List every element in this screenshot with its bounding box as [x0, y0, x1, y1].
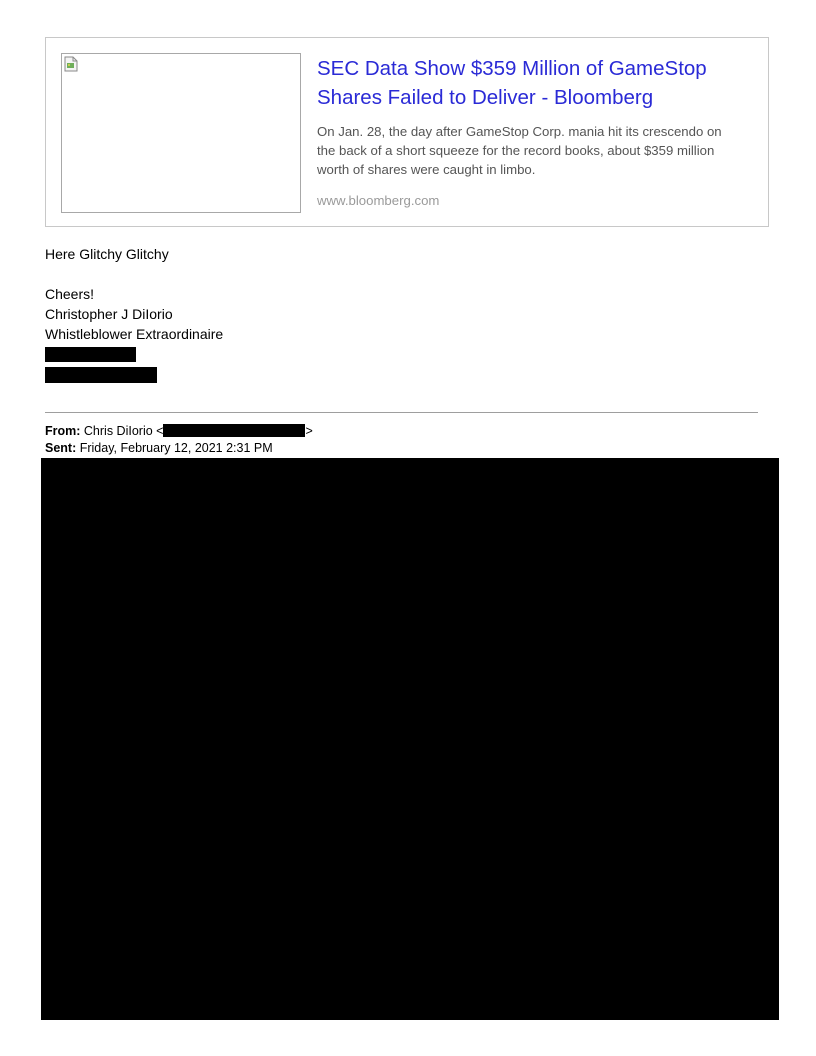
- sent-label: Sent:: [45, 441, 77, 455]
- redaction-block: [163, 424, 305, 437]
- from-close: >: [305, 424, 313, 438]
- forwarded-from-line: [45, 423, 313, 439]
- forwarded-sent-line: [45, 440, 273, 456]
- message-signoff: Cheers!: [45, 286, 95, 302]
- sender-name: Christopher J DiIorio: [45, 306, 173, 322]
- from-label: From:: [45, 424, 81, 438]
- message-greeting: Here Glitchy Glitchy: [45, 246, 169, 262]
- link-preview-title[interactable]: SEC Data Show $359 Million of GameStop Shares Failed to Deliver - Bloomberg: [317, 57, 707, 109]
- broken-image-icon: [64, 56, 78, 72]
- link-preview-thumbnail[interactable]: [61, 53, 301, 213]
- link-preview-card[interactable]: [45, 37, 769, 227]
- redaction-block: [45, 347, 136, 362]
- header-separator: [45, 412, 758, 413]
- redaction-block: [45, 367, 157, 383]
- redaction-block: [41, 458, 779, 1020]
- sent-value: Friday, February 12, 2021 2:31 PM: [79, 441, 273, 455]
- link-preview-domain: www.bloomberg.com: [317, 193, 440, 208]
- sender-title: Whistleblower Extraordinaire: [45, 326, 224, 342]
- from-value: Chris DiIorio <: [83, 424, 164, 438]
- link-preview-description: On Jan. 28, the day after GameStop Corp. mania hit its crescendo on the back of a short squeeze for the record books, about $359 million worth of shares were caught in limbo.: [317, 124, 722, 177]
